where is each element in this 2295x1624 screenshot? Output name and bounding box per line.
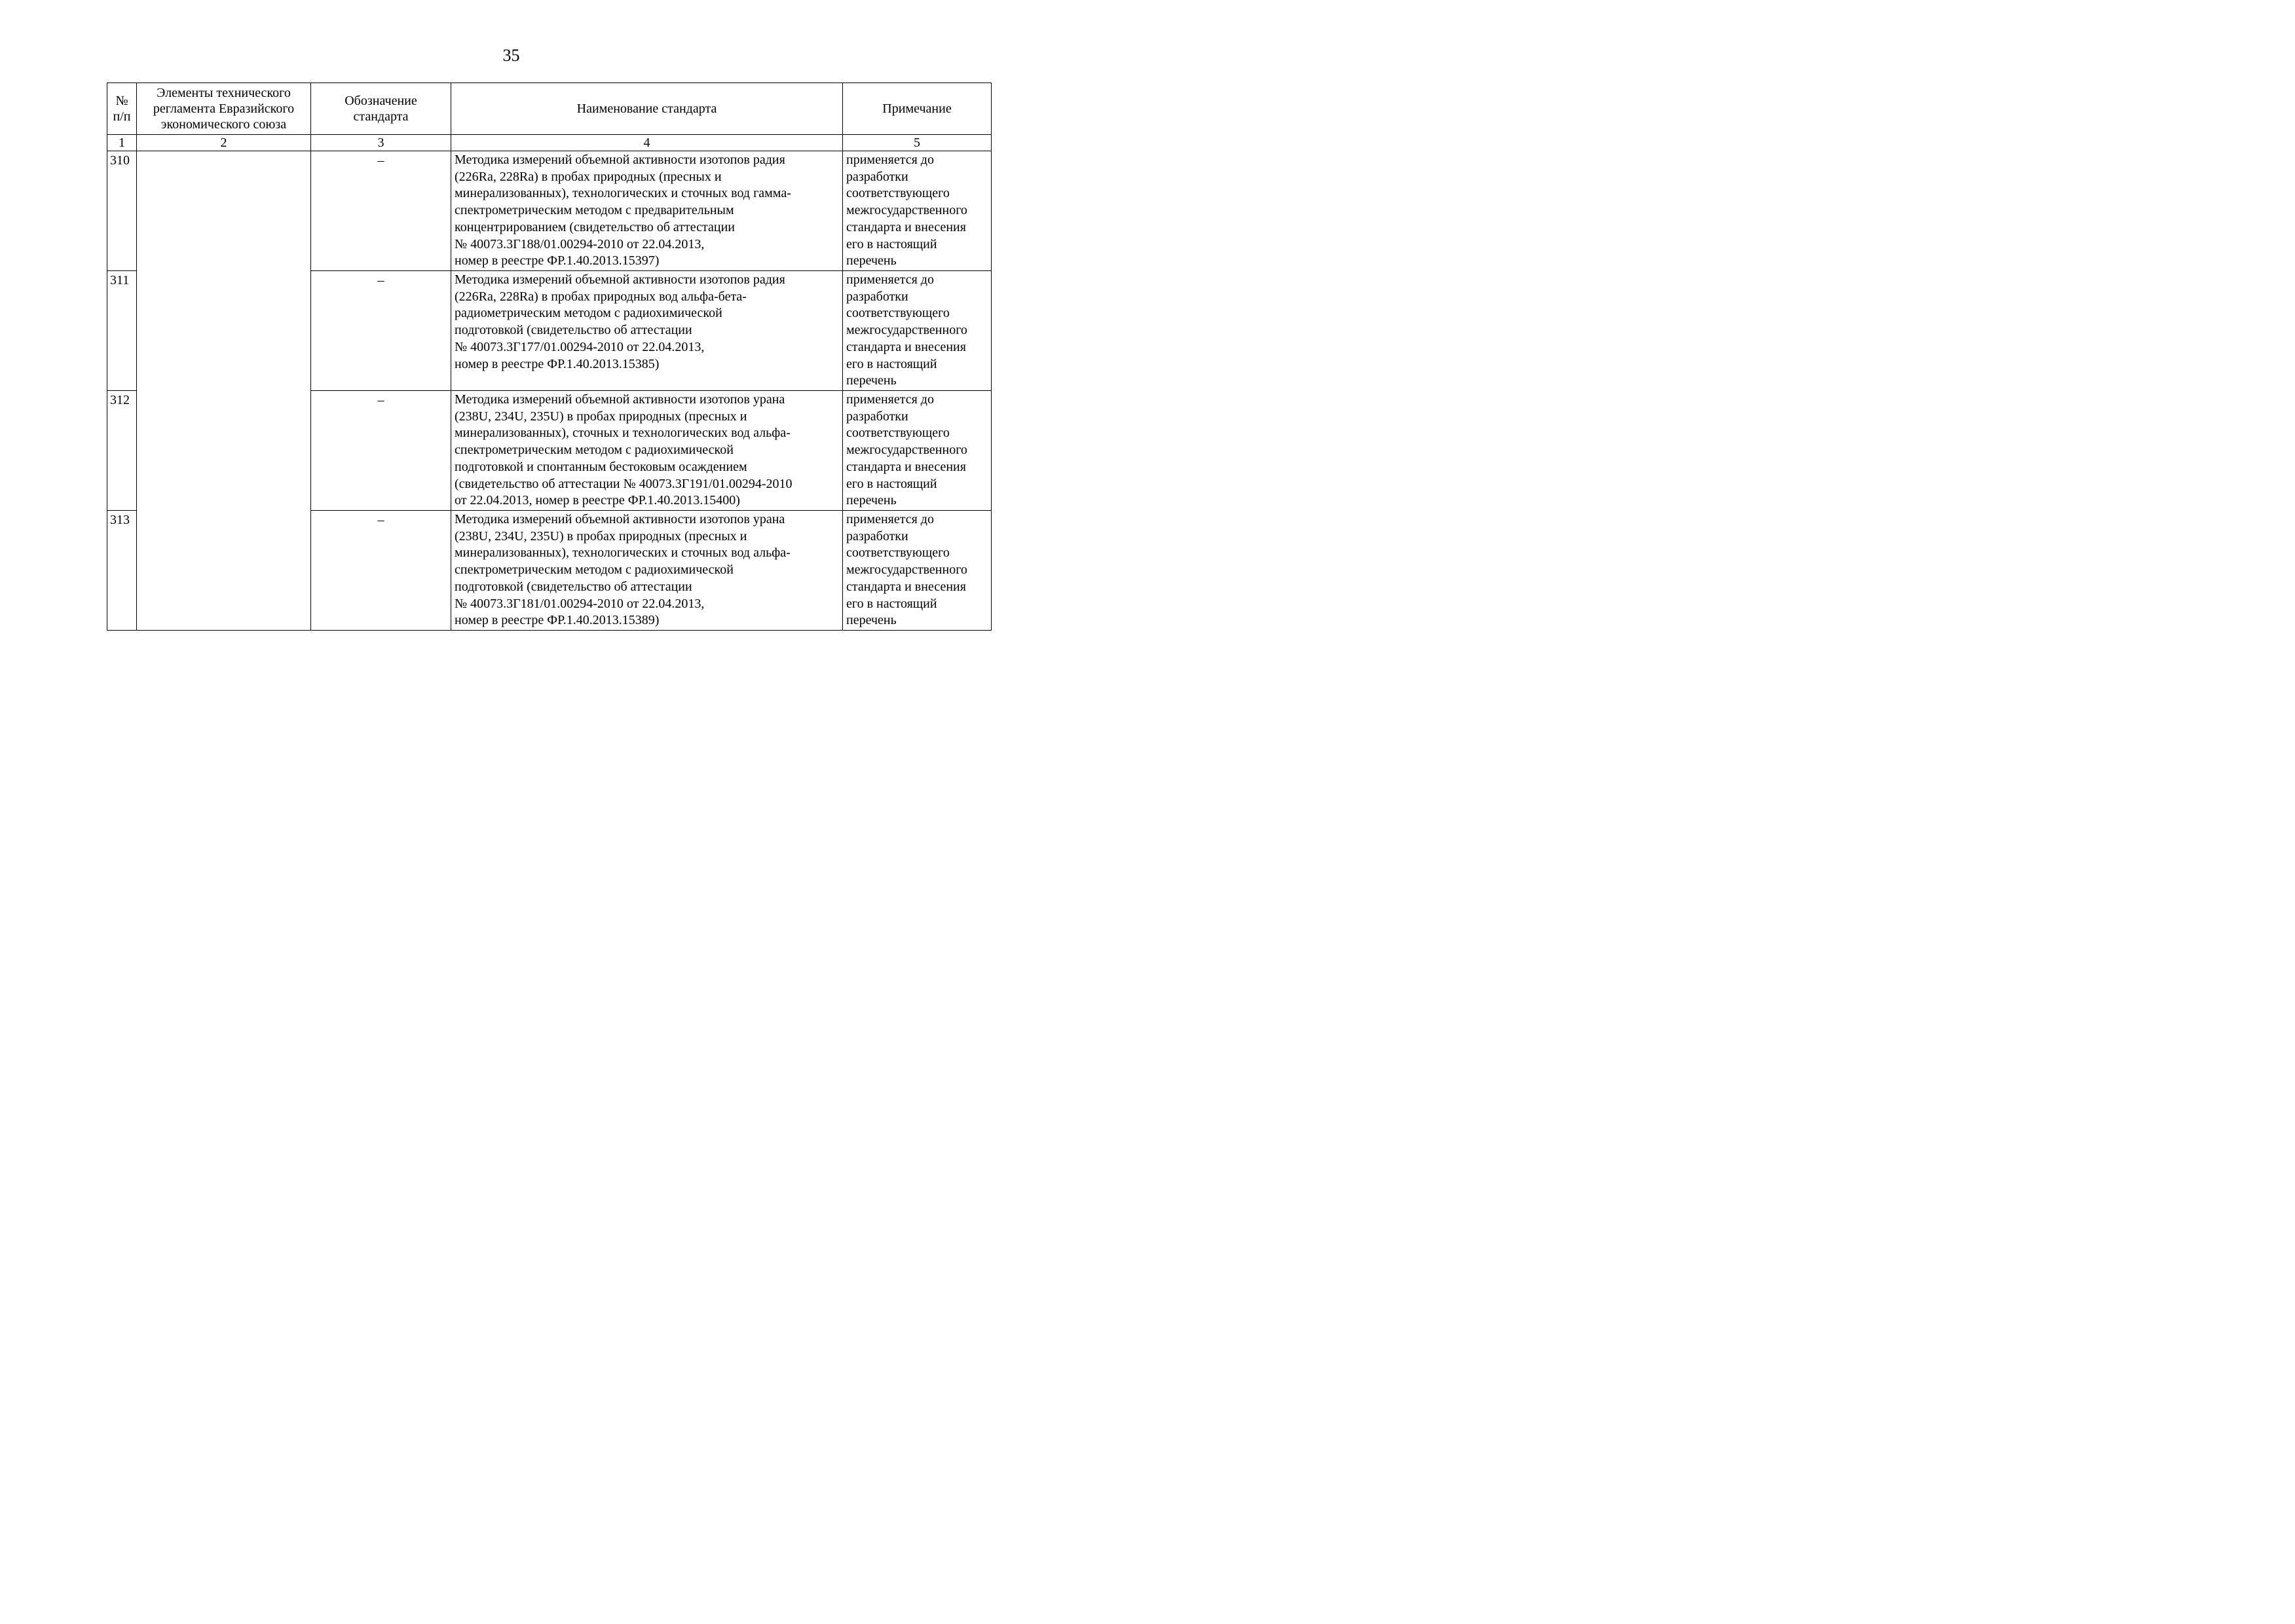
note-line: применяется до [846, 512, 934, 526]
standard-name-line: подготовкой и спонтанным бестоковым осаждением [455, 459, 747, 474]
header-line: Элементы технического [157, 86, 291, 100]
note-line: соответствующего [846, 306, 950, 321]
table-header-row [107, 83, 992, 135]
header-line: Наименование стандарта [576, 101, 717, 116]
standard-name-line: номер в реестре ФР.1.40.2013.15389) [455, 613, 660, 628]
standard-name-line: минерализованных), технологических и сточных вод альфа- [455, 545, 791, 561]
note-line: разработки [846, 409, 908, 424]
column-number: 5 [843, 135, 992, 151]
standard-name-line: от 22.04.2013, номер в реестре ФР.1.40.2013.15400) [455, 493, 740, 508]
regulation-element-cell [137, 151, 311, 631]
standard-name-line: (238U, 234U, 235U) в пробах природных (пресных и [455, 409, 747, 424]
note-line: его в настоящий [846, 476, 937, 491]
note-line: его в настоящий [846, 596, 937, 611]
note-line: межгосударственного [846, 443, 967, 458]
note-line: перечень [846, 493, 897, 508]
note-line: его в настоящий [846, 236, 937, 251]
standard-name-line: Методика измерений объемной активности изотопов урана [455, 512, 785, 526]
note-line: применяется до [846, 153, 934, 167]
standard-name-line: концентрированием (свидетельство об аттестации [455, 219, 735, 234]
note-line: межгосударственного [846, 323, 967, 338]
header-line: Обозначение [345, 94, 417, 108]
standard-designation: – [311, 391, 451, 511]
standard-name-line: радиометрическим методом с радиохимической [455, 306, 722, 321]
header-line: Примечание [882, 101, 952, 116]
standard-name-line: номер в реестре ФР.1.40.2013.15397) [455, 253, 660, 268]
note-line: межгосударственного [846, 203, 967, 218]
standard-name-line: (226Ra, 228Ra) в пробах природных вод альфа-бета- [455, 289, 747, 304]
standard-name-line: спектрометрическим методом с радиохимической [455, 563, 734, 578]
standard-name-line: подготовкой (свидетельство об аттестации [455, 579, 692, 594]
standard-name-line: Методика измерений объемной активности изотопов радия [455, 153, 785, 167]
header-number [107, 83, 137, 135]
header-line: п/п [113, 109, 131, 124]
standard-name [451, 511, 843, 631]
note [843, 511, 992, 631]
column-number: 1 [107, 135, 137, 151]
standard-name-line: № 40073.3Г177/01.00294-2010 от 22.04.2013, [455, 339, 705, 354]
note-line: стандарта и внесения [846, 579, 966, 594]
header-elements [137, 83, 311, 135]
row-number: 313 [107, 511, 137, 631]
row-number: 312 [107, 391, 137, 511]
column-number: 4 [451, 135, 843, 151]
note-line: межгосударственного [846, 563, 967, 578]
standard-name-line: минерализованных), технологических и сточных вод гамма- [455, 186, 791, 201]
note-line: его в настоящий [846, 356, 937, 371]
standard-designation: – [311, 271, 451, 391]
note [843, 151, 992, 271]
standard-name [451, 151, 843, 271]
standard-name-line: № 40073.3Г188/01.00294-2010 от 22.04.2013, [455, 236, 705, 251]
note-line: соответствующего [846, 545, 950, 561]
standard-name-line: № 40073.3Г181/01.00294-2010 от 22.04.2013, [455, 596, 705, 611]
standard-name-line: Методика измерений объемной активности изотопов урана [455, 392, 785, 407]
header-line: № [115, 94, 128, 108]
note-line: разработки [846, 528, 908, 544]
note-line: перечень [846, 613, 897, 628]
note-line: стандарта и внесения [846, 339, 966, 354]
header-line: регламента Евразийского [153, 101, 295, 116]
row-number: 311 [107, 271, 137, 391]
standard-name-line: Методика измерений объемной активности изотопов радия [455, 272, 785, 287]
standard-name-line: спектрометрическим методом с радиохимической [455, 443, 734, 458]
note-line: разработки [846, 289, 908, 304]
header-designation [311, 83, 451, 135]
note-line: применяется до [846, 272, 934, 287]
column-number: 3 [311, 135, 451, 151]
note-line: соответствующего [846, 186, 950, 201]
note-line: применяется до [846, 392, 934, 407]
note-line: перечень [846, 253, 897, 268]
standard-name-line: минерализованных), сточных и технологических вод альфа- [455, 426, 791, 441]
standard-name-line: подготовкой (свидетельство об аттестации [455, 323, 692, 338]
table-body [107, 151, 992, 631]
table-row [107, 151, 992, 271]
standard-designation: – [311, 511, 451, 631]
note [843, 391, 992, 511]
column-number-row [107, 135, 992, 151]
column-number: 2 [137, 135, 311, 151]
standard-name [451, 271, 843, 391]
standard-designation: – [311, 151, 451, 271]
note-line: соответствующего [846, 426, 950, 441]
header-line: стандарта [353, 109, 409, 124]
standard-name-line: (свидетельство об аттестации № 40073.3Г191/01.00294-2010 [455, 476, 793, 491]
header-standard-name [451, 83, 843, 135]
standard-name-line: номер в реестре ФР.1.40.2013.15385) [455, 356, 660, 371]
note-line: стандарта и внесения [846, 219, 966, 234]
standard-name-line: спектрометрическим методом с предварительным [455, 203, 734, 218]
standard-name [451, 391, 843, 511]
page-number: 35 [502, 46, 520, 65]
standard-name-line: (226Ra, 228Ra) в пробах природных (пресных и [455, 169, 722, 184]
row-number: 310 [107, 151, 137, 271]
standards-table [107, 83, 992, 631]
note [843, 271, 992, 391]
note-line: стандарта и внесения [846, 459, 966, 474]
note-line: разработки [846, 169, 908, 184]
header-note [843, 83, 992, 135]
note-line: перечень [846, 373, 897, 388]
header-line: экономического союза [160, 117, 287, 132]
standard-name-line: (238U, 234U, 235U) в пробах природных (пресных и [455, 528, 747, 544]
